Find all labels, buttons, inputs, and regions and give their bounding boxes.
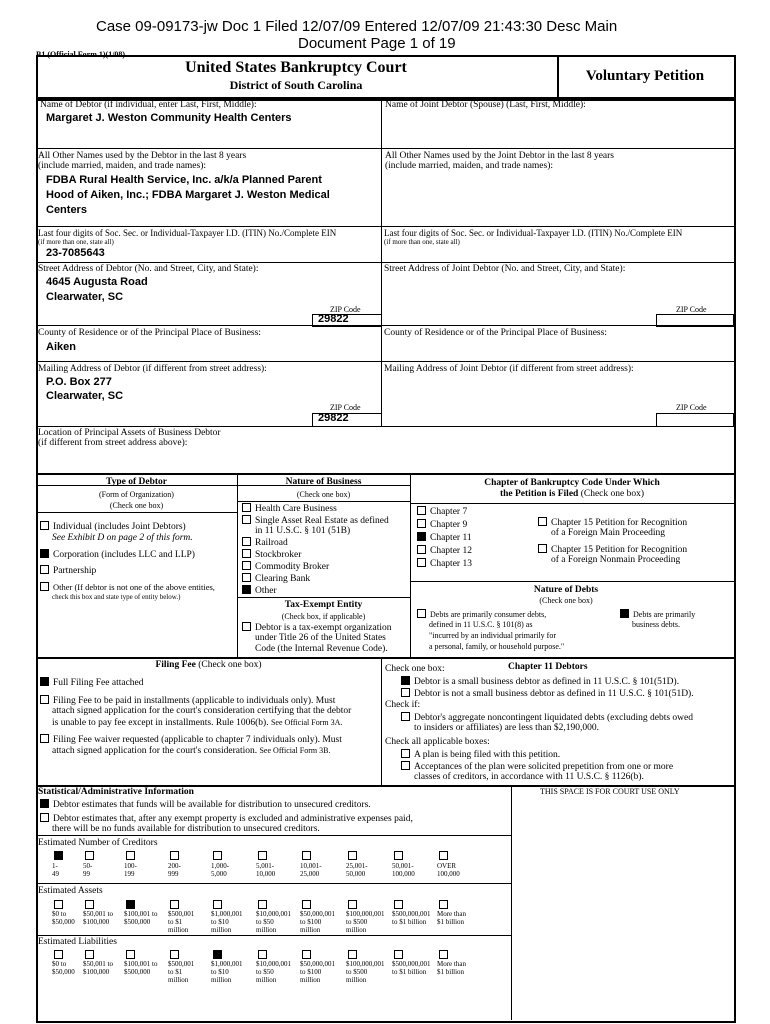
chapter-7-checkbox[interactable] <box>417 506 426 515</box>
commodity-checkbox[interactable] <box>242 561 251 570</box>
chapter-9-option[interactable]: Chapter 9 <box>417 519 467 531</box>
single-asset-option[interactable]: Single Asset Real Estate as defined <box>242 515 389 527</box>
location-label: Location of Principal Assets of Business Debtor <box>38 428 221 438</box>
case-header-line: Case 09-09173-jw Doc 1 Filed 12/07/09 Entered 12/07/09 21:43:30 Desc Main <box>96 18 618 35</box>
liabilities-option-label-8: $500,000,001 to $1 billion <box>392 960 431 976</box>
nature-of-business-title: Nature of Business <box>285 477 362 487</box>
health-care-checkbox[interactable] <box>242 503 251 512</box>
street-line-2[interactable]: Clearwater, SC <box>46 291 124 303</box>
corporation-checkbox[interactable] <box>40 549 49 558</box>
liabilities-option-label-9: More than $1 billion <box>437 960 466 976</box>
partnership-option[interactable]: Partnership <box>40 565 96 577</box>
no-funds-option[interactable]: Debtor estimates that, after any exempt property is excluded and administrative expenses paid, <box>40 813 413 825</box>
liabilities-option-label-4: $1,000,001 to $10 million <box>211 960 243 984</box>
liabilities-checkbox-4[interactable] <box>213 950 222 959</box>
zip-label: ZIP Code <box>330 305 361 314</box>
joint-mailing-zip-box[interactable] <box>656 413 734 427</box>
tax-exempt-sub: (Check box, if applicable) <box>281 612 366 621</box>
small-business-option[interactable]: Debtor is a small business debtor as defined in 11 U.S.C. § 101(51D). <box>401 676 679 688</box>
full-fee-option[interactable]: Full Filing Fee attached <box>40 677 144 689</box>
chapter-15-nonmain-option[interactable]: Chapter 15 Petition for Recognition <box>538 544 687 556</box>
mailing-zip-label: ZIP Code <box>330 403 361 412</box>
commodity-option[interactable]: Commodity Broker <box>242 561 329 573</box>
not-small-business-checkbox[interactable] <box>401 688 410 697</box>
creditors-option-label-6: 10,001- 25,000 <box>300 862 322 878</box>
creditors-checkbox-6[interactable] <box>302 851 311 860</box>
debtor-ein[interactable]: 23-7085643 <box>46 247 105 259</box>
creditors-option-label-4: 1,000- 5,000 <box>211 862 230 878</box>
liabilities-checkbox-7[interactable] <box>348 950 357 959</box>
ssn-label: Last four digits of Soc. Sec. or Individual-Taxpayer I.D. (ITIN) No./Complete EIN <box>38 228 337 238</box>
chapter-15-main-checkbox[interactable] <box>538 517 547 526</box>
mailing-label: Mailing Address of Debtor (if different from street address): <box>38 364 267 374</box>
other-entity-checkbox[interactable] <box>40 582 49 591</box>
consumer-debts-checkbox[interactable] <box>417 609 426 618</box>
creditors-option-label-2: 100- 199 <box>124 862 137 878</box>
no-funds-line-2: there will be no funds available for distribution to unsecured creditors. <box>52 824 320 834</box>
funds-available-option[interactable]: Debtor estimates that funds will be available for distribution to unsecured creditors. <box>40 799 371 811</box>
nature-of-business-sub: (Check one box) <box>296 490 351 499</box>
aggregate-debts-line-2: to insiders or affiliates) are less than $2,190,000. <box>414 723 600 733</box>
type-of-debtor-check: (Check one box) <box>109 501 164 510</box>
single-asset-note: in 11 U.S.C. § 101 (51B) <box>255 526 351 536</box>
other-names-label-2: (include married, maiden, and trade names): <box>38 161 207 171</box>
creditors-option-label-5: 5,001- 10,000 <box>256 862 276 878</box>
liabilities-checkbox-0[interactable] <box>54 950 63 959</box>
assets-option-label-2: $100,001 to $500,000 <box>124 910 158 926</box>
assets-checkbox-1[interactable] <box>85 900 94 909</box>
chapter-title-2: the Petition is Filed (Check one box) <box>499 489 645 499</box>
corporation-option[interactable]: Corporation (includes LLC and LLP) <box>40 549 195 561</box>
district-name: District of South Carolina <box>229 78 363 92</box>
joint-ssn-label: Last four digits of Soc. Sec. or Individual-Taxpayer I.D. (ITIN) No./Complete EIN <box>384 228 683 238</box>
court-name: United States Bankruptcy Court <box>185 59 407 76</box>
joint-mailing-label: Mailing Address of Joint Debtor (if different from street address): <box>384 364 634 374</box>
chapter-7-option[interactable]: Chapter 7 <box>417 506 467 518</box>
small-business-checkbox[interactable] <box>401 676 410 685</box>
assets-label: Estimated Assets <box>38 886 103 896</box>
filing-fee-title: Filing Fee (Check one box) <box>155 660 262 670</box>
not-small-business-option[interactable]: Debtor is not a small business debtor as defined in 11 U.S.C. § 101(51D). <box>401 688 694 700</box>
creditors-option-label-1: 50- 99 <box>83 862 93 878</box>
liabilities-checkbox-5[interactable] <box>258 950 267 959</box>
installments-line-2: attach signed application for the court's consideration certifying that the debtor <box>52 706 352 716</box>
joint-street-label: Street Address of Joint Debtor (No. and Street, City, and State): <box>384 264 626 274</box>
check-if-label: Check if: <box>385 700 421 710</box>
other-names-label: All Other Names used by the Debtor in the last 8 years <box>38 151 247 161</box>
mailing-zip-value[interactable]: 29822 <box>318 412 349 424</box>
type-of-debtor-sub: (Form of Organization) <box>99 490 174 499</box>
street-label: Street Address of Debtor (No. and Street, City, and State): <box>38 264 259 274</box>
tax-exempt-option[interactable]: Debtor is a tax-exempt organization <box>242 622 391 634</box>
chapter-12-option[interactable]: Chapter 12 <box>417 545 472 557</box>
consumer-debts-3: "incurred by an individual primarily for <box>429 631 557 640</box>
liabilities-option-label-3: $500,001 to $1 million <box>168 960 195 984</box>
individual-checkbox[interactable] <box>40 521 49 530</box>
chapter-15-nonmain-checkbox[interactable] <box>538 544 547 553</box>
assets-checkbox-7[interactable] <box>348 900 357 909</box>
acceptances-line-2: classes of creditors, in accordance with 11 U.S.C. § 1126(b). <box>414 772 644 782</box>
plan-filed-checkbox[interactable] <box>401 749 410 758</box>
other-business-option[interactable]: Other <box>242 585 277 597</box>
assets-option-label-1: $50,001 to $100,000 <box>83 910 113 926</box>
tax-exempt-checkbox[interactable] <box>242 622 251 631</box>
chapter-15-nonmain-note: of a Foreign Nonmain Proceeding <box>551 555 681 565</box>
joint-other-names-label: All Other Names used by the Joint Debtor in the last 8 years <box>385 151 615 161</box>
stockbroker-option[interactable]: Stockbroker <box>242 549 301 561</box>
installments-option[interactable]: Filing Fee to be paid in installments (applicable to individuals only). Must <box>40 695 335 707</box>
liabilities-option-label-6: $50,000,001 to $100 million <box>300 960 335 984</box>
nature-of-debts-title: Nature of Debts <box>533 585 599 595</box>
other-entity-option[interactable]: Other (If debtor is not one of the above entities, <box>40 582 215 593</box>
individual-note: See Exhibit D on page 2 of this form. <box>52 533 193 543</box>
chapter-9-checkbox[interactable] <box>417 519 426 528</box>
individual-option[interactable]: Individual (includes Joint Debtors) <box>40 521 186 533</box>
liabilities-option-label-1: $50,001 to $100,000 <box>83 960 113 976</box>
assets-option-label-5: $10,000,001 to $50 million <box>256 910 291 934</box>
business-debts-option[interactable]: Debts are primarily <box>620 609 695 620</box>
chapter-12-checkbox[interactable] <box>417 545 426 554</box>
type-of-debtor-title: Type of Debtor <box>105 477 168 487</box>
aggregate-debts-option[interactable]: Debtor's aggregate noncontingent liquidated debts (excluding debts owed <box>401 712 693 724</box>
joint-zip-label: ZIP Code <box>676 305 707 314</box>
liabilities-checkbox-1[interactable] <box>85 950 94 959</box>
chapter-11-option[interactable]: Chapter 11 <box>417 532 472 544</box>
joint-mailing-zip-label: ZIP Code <box>676 403 707 412</box>
creditors-option-label-9: OVER 100,000 <box>437 862 460 878</box>
creditors-checkbox-7[interactable] <box>348 851 357 860</box>
creditors-checkbox-4[interactable] <box>213 851 222 860</box>
stockbroker-checkbox[interactable] <box>242 549 251 558</box>
liabilities-label: Estimated Liabilities <box>38 937 117 947</box>
creditors-checkbox-1[interactable] <box>85 851 94 860</box>
business-debts-checkbox[interactable] <box>620 609 629 618</box>
assets-option-label-7: $100,000,001 to $500 million <box>346 910 385 934</box>
assets-checkbox-2[interactable] <box>126 900 135 909</box>
liabilities-checkbox-8[interactable] <box>394 950 403 959</box>
document-page-line: Document Page 1 of 19 <box>298 35 456 52</box>
other-names-value-1[interactable]: FDBA Rural Health Service, Inc. a/k/a Planned Parent <box>46 174 322 186</box>
railroad-option[interactable]: Railroad <box>242 537 288 549</box>
voluntary-petition-title: Voluntary Petition <box>585 68 705 84</box>
other-entity-note: check this box and state type of entity below.) <box>52 593 181 601</box>
nature-of-debts-sub: (Check one box) <box>539 596 593 605</box>
creditors-label: Estimated Number of Creditors <box>38 838 158 848</box>
mailing-line-2[interactable]: Clearwater, SC <box>46 390 124 402</box>
chapter-13-option[interactable]: Chapter 13 <box>417 558 472 570</box>
assets-checkbox-0[interactable] <box>54 900 63 909</box>
creditors-option-label-7: 25,001- 50,000 <box>346 862 368 878</box>
consumer-debts-2: defined in 11 U.S.C. § 101(8) as <box>429 620 533 629</box>
court-use-only: THIS SPACE IS FOR COURT USE ONLY <box>540 787 680 796</box>
form-id: B1 (Official Form 1)(1/08) <box>36 50 126 59</box>
creditors-option-label-0: 1- 49 <box>52 862 59 878</box>
joint-other-names-label-2: (include married, maiden, and trade names): <box>385 161 554 171</box>
ssn-sub: (if more than one, state all) <box>38 238 114 246</box>
creditors-checkbox-8[interactable] <box>394 851 403 860</box>
chapter-15-main-note: of a Foreign Main Proceeding <box>551 528 665 538</box>
assets-option-label-9: More than $1 billion <box>437 910 466 926</box>
check-all-label: Check all applicable boxes: <box>385 737 490 747</box>
chapter-title: Chapter of Bankruptcy Code Under Which <box>484 478 660 488</box>
clearing-option[interactable]: Clearing Bank <box>242 573 310 585</box>
other-names-value-3[interactable]: Centers <box>46 204 87 216</box>
chapter-11-checkbox[interactable] <box>417 532 426 541</box>
joint-zip-box[interactable] <box>656 314 734 327</box>
liabilities-checkbox-9[interactable] <box>439 950 448 959</box>
waiver-option[interactable]: Filing Fee waiver requested (applicable to chapter 7 individuals only). Must <box>40 734 342 746</box>
assets-checkbox-5[interactable] <box>258 900 267 909</box>
liabilities-option-label-0: $0 to $50,000 <box>52 960 75 976</box>
consumer-debts-option[interactable]: Debts are primarily consumer debts, <box>417 609 546 620</box>
aggregate-debts-checkbox[interactable] <box>401 712 410 721</box>
waiver-line-2: attach signed application for the court's consideration. See Official Form 3B. <box>52 746 331 756</box>
acceptances-checkbox[interactable] <box>401 761 410 770</box>
clearing-checkbox[interactable] <box>242 573 251 582</box>
business-debts-2: business debts. <box>632 620 680 629</box>
county-value[interactable]: Aiken <box>46 341 76 353</box>
joint-ssn-sub: (if more than one, state all) <box>384 238 460 246</box>
no-funds-checkbox[interactable] <box>40 813 49 822</box>
other-names-value-2[interactable]: Hood of Aiken, Inc.; FDBA Margaret J. Weston Medical <box>46 189 330 201</box>
partnership-checkbox[interactable] <box>40 565 49 574</box>
funds-available-checkbox[interactable] <box>40 799 49 808</box>
statistical-title: Statistical/Administrative Information <box>38 787 194 797</box>
liabilities-option-label-2: $100,001 to $500,000 <box>124 960 158 976</box>
creditors-checkbox-5[interactable] <box>258 851 267 860</box>
creditors-checkbox-3[interactable] <box>170 851 179 860</box>
debtor-name[interactable]: Margaret J. Weston Community Health Centers <box>46 112 292 124</box>
check-one-box-label: Check one box: <box>385 664 445 674</box>
assets-checkbox-6[interactable] <box>302 900 311 909</box>
railroad-checkbox[interactable] <box>242 537 251 546</box>
tax-exempt-title: Tax-Exempt Entity <box>284 600 363 610</box>
tax-exempt-line-2: under Title 26 of the United States <box>255 633 386 643</box>
liabilities-checkbox-3[interactable] <box>170 950 179 959</box>
assets-option-label-8: $500,000,001 to $1 billion <box>392 910 431 926</box>
full-fee-checkbox[interactable] <box>40 677 49 686</box>
other-business-checkbox[interactable] <box>242 585 251 594</box>
plan-filed-option[interactable]: A plan is being filed with this petition. <box>401 749 560 761</box>
creditors-option-label-8: 50,001- 100,000 <box>392 862 415 878</box>
single-asset-checkbox[interactable] <box>242 515 251 524</box>
liabilities-option-label-5: $10,000,001 to $50 million <box>256 960 291 984</box>
assets-checkbox-4[interactable] <box>213 900 222 909</box>
joint-name-label: Name of Joint Debtor (Spouse) (Last, First, Middle): <box>385 100 586 110</box>
creditors-checkbox-2[interactable] <box>126 851 135 860</box>
zip-value[interactable]: 29822 <box>318 313 349 325</box>
creditors-option-label-3: 200- 999 <box>168 862 181 878</box>
assets-checkbox-3[interactable] <box>170 900 179 909</box>
assets-option-label-6: $50,000,001 to $100 million <box>300 910 335 934</box>
debtor-name-label: Name of Debtor (if individual, enter Last, First, Middle): <box>40 100 257 110</box>
installments-line-3: is unable to pay fee except in installments. Rule 1006(b). See Official Form 3A. <box>52 718 343 728</box>
liabilities-option-label-7: $100,000,001 to $500 million <box>346 960 385 984</box>
county-label: County of Residence or of the Principal Place of Business: <box>38 328 261 338</box>
mailing-line-1[interactable]: P.O. Box 277 <box>46 376 112 388</box>
location-label-2: (if different from street address above): <box>38 438 188 448</box>
creditors-checkbox-0[interactable] <box>54 851 63 860</box>
liabilities-checkbox-6[interactable] <box>302 950 311 959</box>
assets-option-label-4: $1,000,001 to $10 million <box>211 910 243 934</box>
assets-option-label-3: $500,001 to $1 million <box>168 910 195 934</box>
liabilities-checkbox-2[interactable] <box>126 950 135 959</box>
acceptances-option[interactable]: Acceptances of the plan were solicited prepetition from one or more <box>401 761 673 773</box>
installments-checkbox[interactable] <box>40 695 49 704</box>
assets-checkbox-8[interactable] <box>394 900 403 909</box>
health-care-option[interactable]: Health Care Business <box>242 503 337 515</box>
tax-exempt-line-3: Code (the Internal Revenue Code). <box>255 644 388 654</box>
chapter-15-main-option[interactable]: Chapter 15 Petition for Recognition <box>538 517 687 529</box>
creditors-checkbox-9[interactable] <box>439 851 448 860</box>
assets-checkbox-9[interactable] <box>439 900 448 909</box>
consumer-debts-4: a personal, family, or household purpose." <box>429 642 565 651</box>
joint-county-label: County of Residence or of the Principal Place of Business: <box>384 328 607 338</box>
chapter-11-debtors-title: Chapter 11 Debtors <box>508 662 588 672</box>
street-line-1[interactable]: 4645 Augusta Road <box>46 276 148 288</box>
chapter-13-checkbox[interactable] <box>417 558 426 567</box>
waiver-checkbox[interactable] <box>40 734 49 743</box>
assets-option-label-0: $0 to $50,000 <box>52 910 75 926</box>
